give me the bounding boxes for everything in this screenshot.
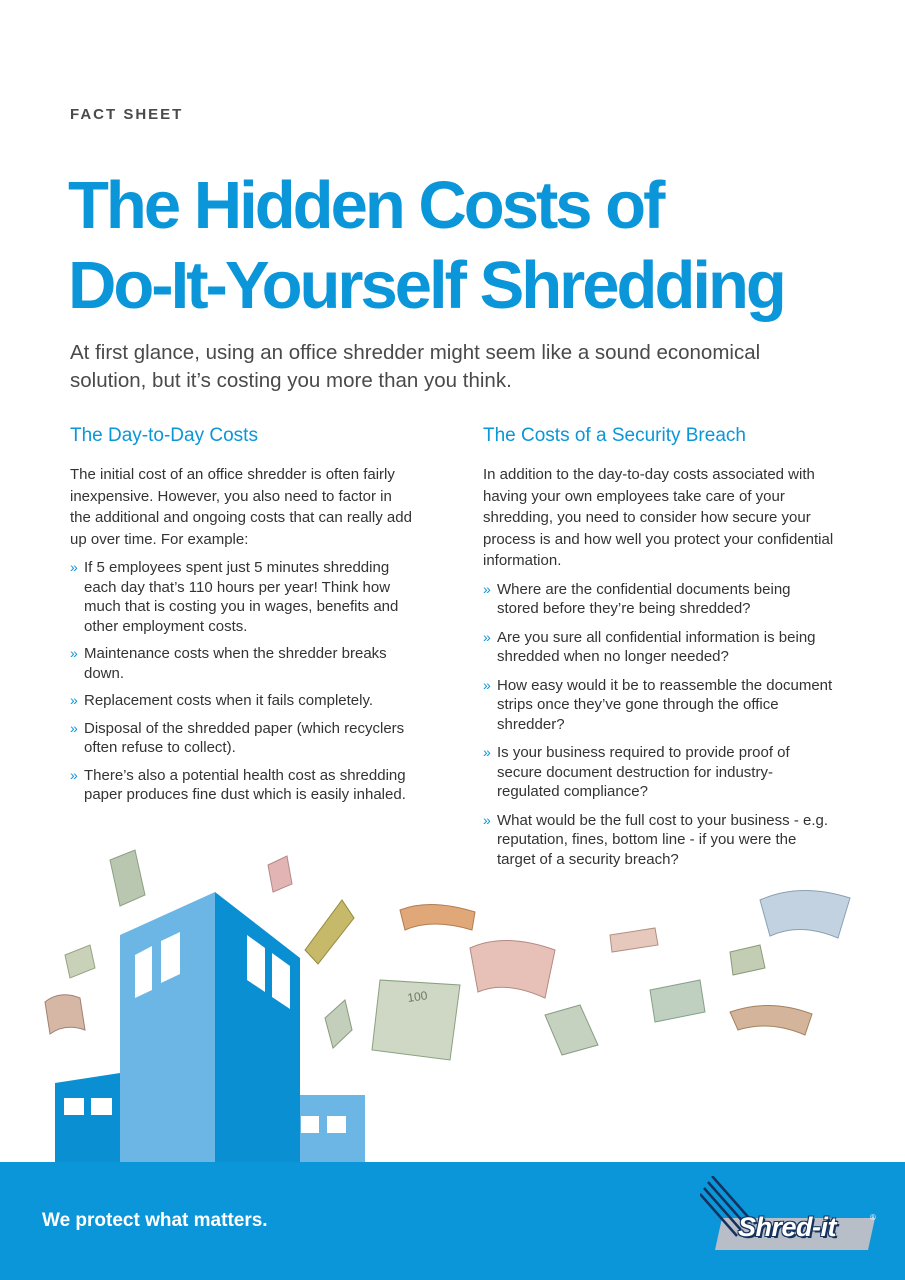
section-heading: The Day-to-Day Costs: [70, 425, 258, 446]
list-item: » Replacement costs when it fails completely.: [70, 692, 374, 709]
bullet-marker: »: [70, 645, 78, 661]
footer-tagline: We protect what matters.: [42, 1210, 268, 1231]
bullet-list: [70, 558, 415, 805]
list-item: » Where are the confidential documents being stored before they’re being shredded?: [483, 580, 791, 617]
bullet-marker: »: [70, 559, 78, 575]
list-item: » If 5 employees spent just 5 minutes shredding each day that’s 110 hours per year! Think how much that is costing you in wages, benefits and other employment costs.: [70, 559, 399, 635]
flying-money-building-illustration: [0, 840, 905, 1170]
section-heading: The Costs of a Security Breach: [483, 425, 746, 446]
bullet-marker: »: [483, 676, 491, 693]
banknote-label: 100: [406, 988, 429, 1005]
bullet-marker: »: [483, 744, 491, 760]
shred-it-logo: [700, 1176, 885, 1256]
list-item: » Maintenance costs when the shredder breaks down.: [70, 645, 387, 682]
list-item: » How easy would it be to reassemble the document strips once they’ve gone through the office shredder?: [483, 676, 833, 733]
bullet-marker: »: [70, 692, 78, 708]
bullet-marker: »: [70, 719, 78, 736]
title-line-2: Do-It-Yourself Shredding: [68, 248, 784, 323]
bullet-marker: »: [483, 811, 491, 828]
section-paragraph: The initial cost of an office shredder is often fairly inexpensive. However, you also need to factor in the additional and ongoing costs that can really add up over time. For example:: [70, 466, 412, 548]
list-item: » There’s also a potential health cost as shredding paper produces fine dust which is easily inhaled.: [70, 766, 406, 803]
bullet-marker: »: [483, 580, 491, 597]
list-item: » Disposal of the shredded paper (which recyclers often refuse to collect).: [70, 719, 405, 756]
bullet-marker: »: [70, 766, 78, 783]
day-to-day-costs-section: [70, 424, 415, 813]
list-item: » What would be the full cost to your business - e.g. reputation, fines, bottom line - if you were the target of a security breach?: [483, 811, 829, 868]
document-title: [68, 166, 784, 326]
bullet-marker: »: [483, 628, 491, 645]
section-paragraph: In addition to the day-to-day costs associated with having your own employees take care of your shredding, you need to consider how secure your process is and how well you protect your confidential information.: [483, 466, 834, 569]
list-item: » Is your business required to provide proof of secure document destruction for industry-regulated compliance?: [483, 744, 790, 800]
footer-bar: [0, 1162, 905, 1280]
logo-text: Shred-it: [738, 1212, 837, 1242]
security-breach-section: [483, 424, 835, 878]
bullet-list: [483, 580, 835, 870]
list-item: » Are you sure all confidential information is being shredded when no longer needed?: [483, 628, 816, 665]
intro-paragraph: At first glance, using an office shredder might seem like a sound economical solution, but it’s costing you more than you think.: [70, 341, 761, 392]
title-line-1: The Hidden Costs of: [68, 168, 663, 243]
document-kicker: FACT SHEET: [70, 106, 184, 123]
logo-registered-mark: ®: [870, 1213, 876, 1222]
